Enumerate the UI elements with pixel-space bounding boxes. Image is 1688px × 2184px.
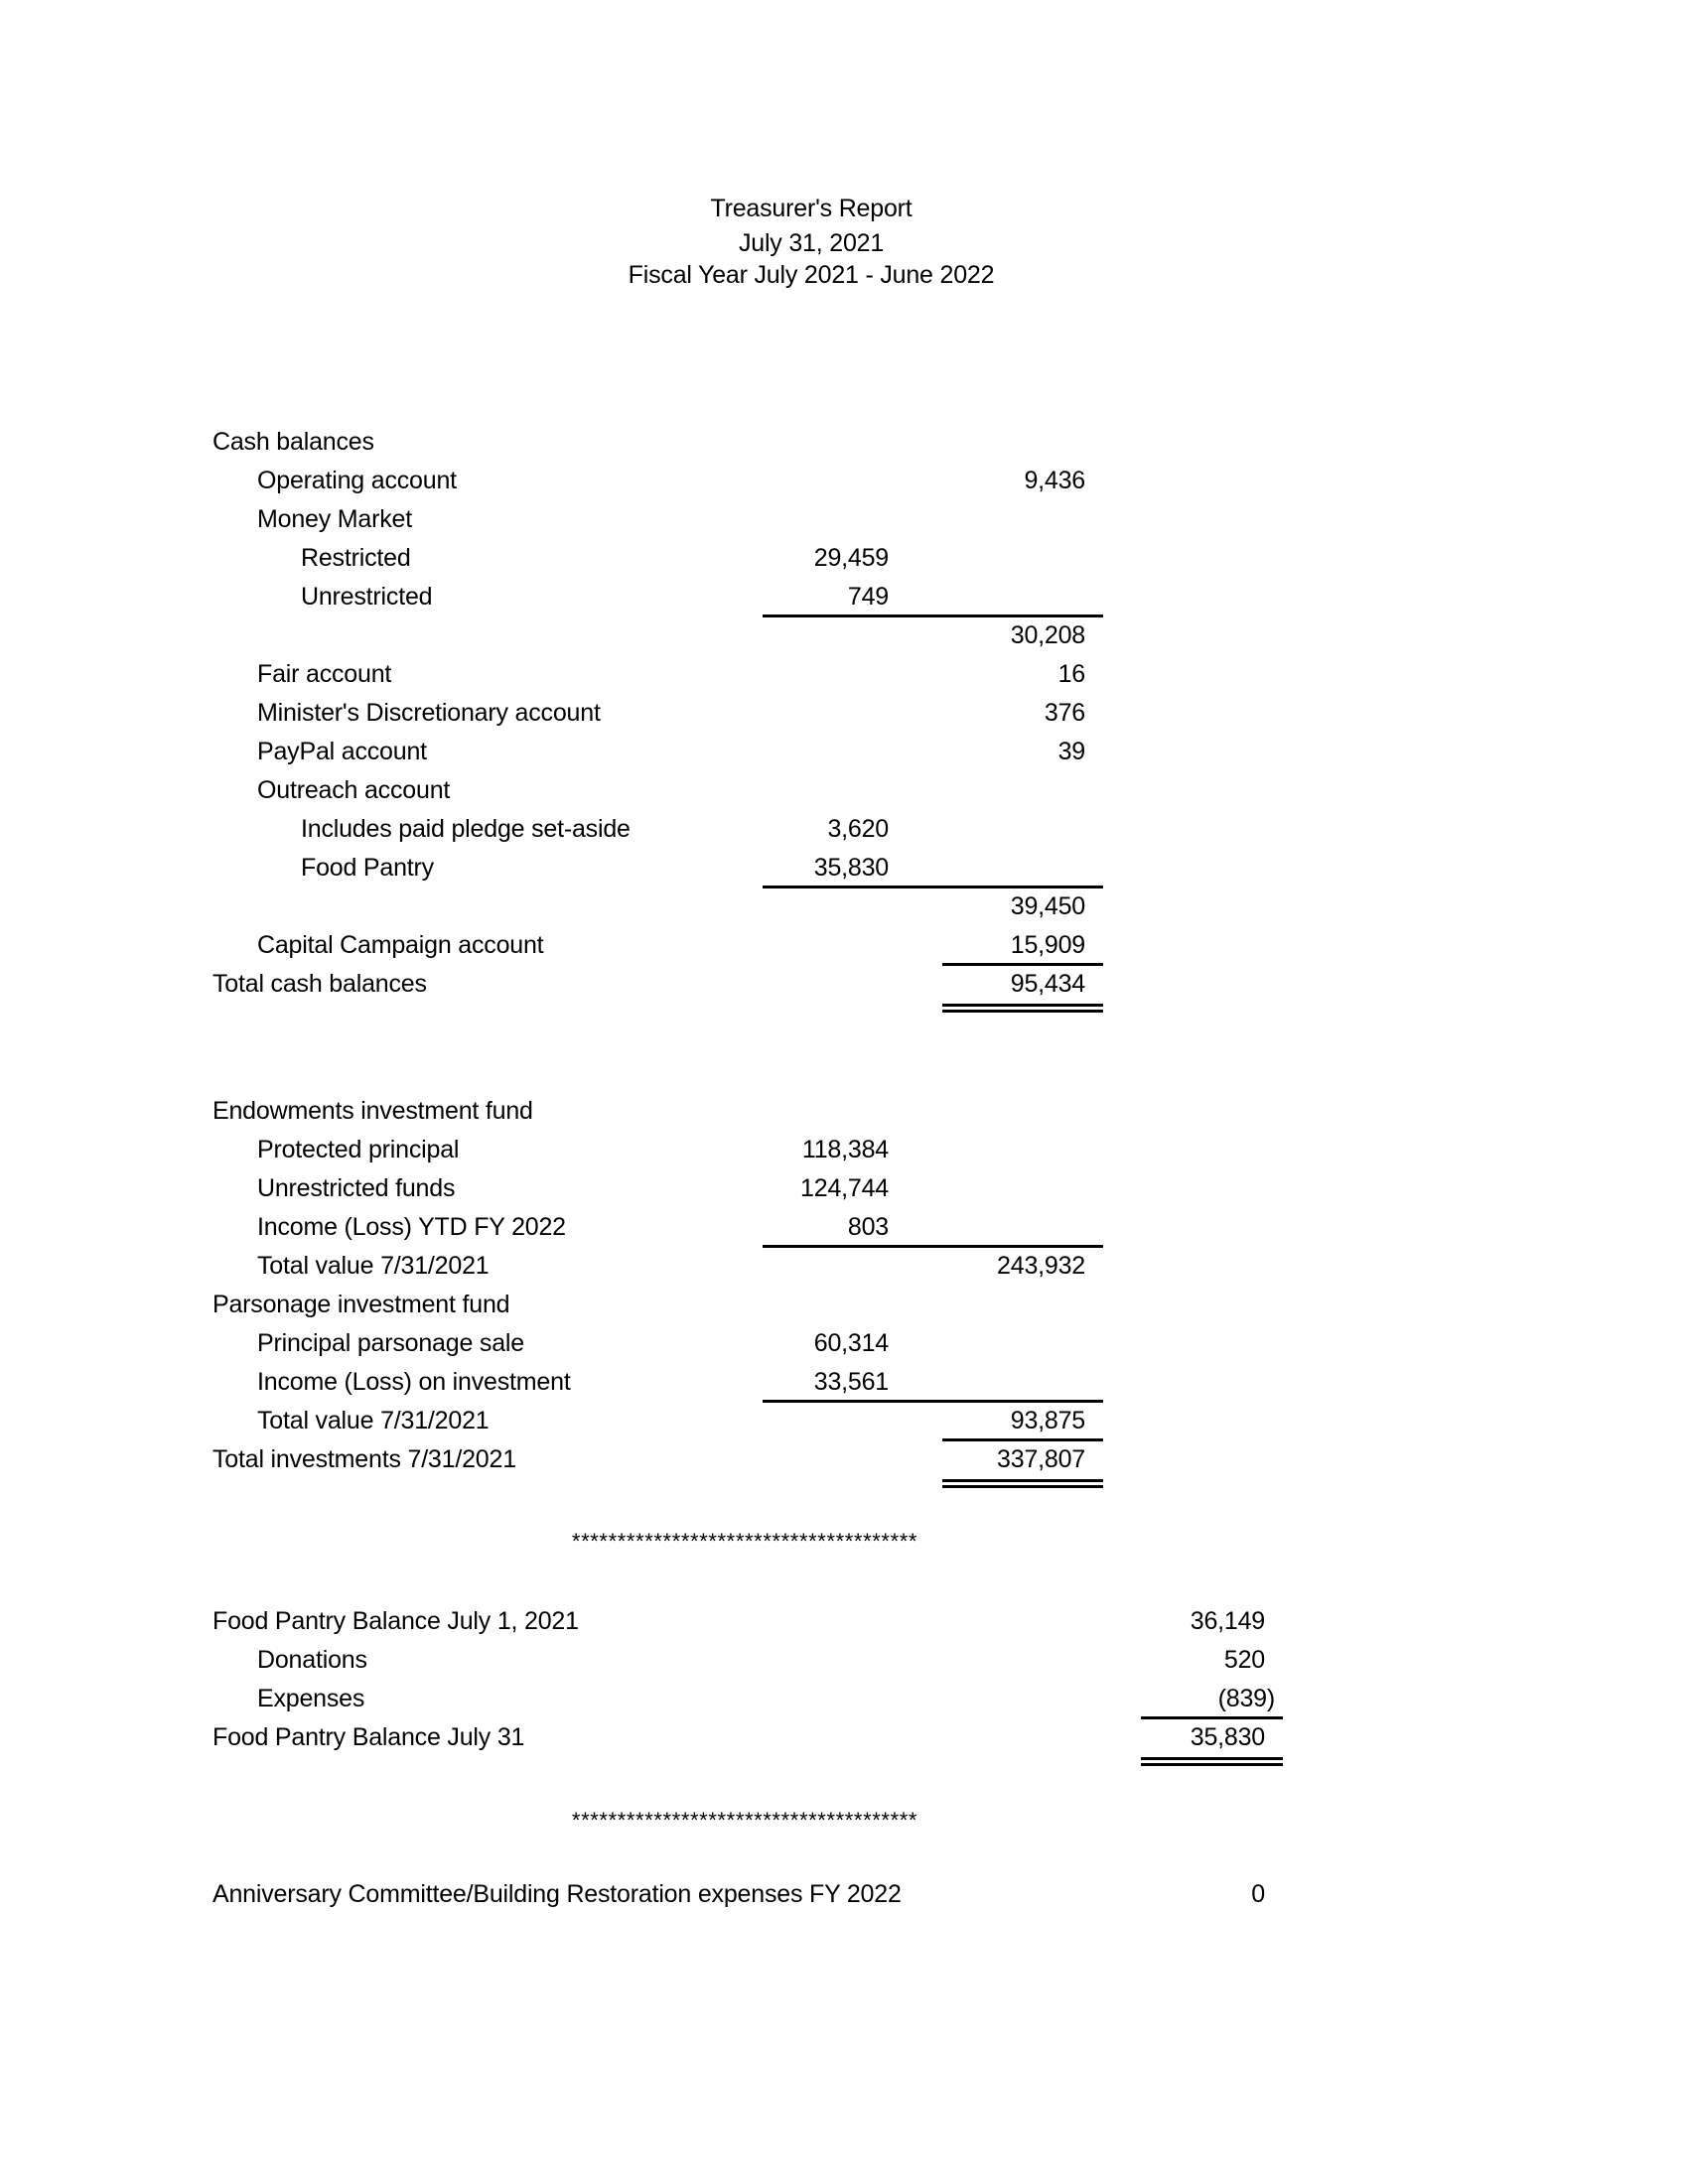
double-underline-bottom bbox=[1141, 1763, 1283, 1766]
row-label: Principal parsonage sale bbox=[257, 1329, 524, 1357]
outreach-total-row bbox=[0, 887, 1688, 926]
income-ytd-row bbox=[0, 1208, 1688, 1247]
row-value: 15,909 bbox=[1010, 931, 1085, 959]
parsonage-total-row bbox=[0, 1402, 1688, 1440]
row-value: 16 bbox=[1057, 660, 1085, 688]
fair-account-row bbox=[0, 655, 1688, 694]
double-underline-top bbox=[942, 1004, 1103, 1007]
row-value: 33,561 bbox=[813, 1368, 889, 1396]
row-label: Total cash balances bbox=[212, 970, 427, 998]
row-label: Donations bbox=[257, 1646, 367, 1674]
row-value: 124,744 bbox=[800, 1174, 889, 1202]
row-value: 30,208 bbox=[1010, 621, 1085, 649]
row-label: Total investments 7/31/2021 bbox=[212, 1445, 516, 1473]
report-title: Treasurer's Report bbox=[710, 195, 913, 222]
section-heading: Parsonage investment fund bbox=[212, 1291, 510, 1318]
row-value: 337,807 bbox=[997, 1445, 1085, 1473]
pantry-closing-row bbox=[0, 1718, 1688, 1757]
row-value: 39 bbox=[1057, 738, 1085, 765]
row-value: 803 bbox=[847, 1213, 889, 1241]
pledge-setaside-row bbox=[0, 810, 1688, 849]
row-label: Income (Loss) YTD FY 2022 bbox=[257, 1213, 566, 1241]
minister-account-row bbox=[0, 694, 1688, 733]
row-label: Total value 7/31/2021 bbox=[257, 1407, 490, 1434]
double-underline-top bbox=[1141, 1757, 1283, 1760]
row-value: 3,620 bbox=[827, 815, 889, 843]
row-value: 95,434 bbox=[1010, 970, 1085, 998]
pantry-opening-row bbox=[0, 1602, 1688, 1641]
pantry-donations-row bbox=[0, 1641, 1688, 1680]
row-value: 9,436 bbox=[1024, 467, 1085, 494]
row-value: 39,450 bbox=[1010, 892, 1085, 920]
row-label: Anniversary Committee/Building Restoration expenses FY 2022 bbox=[212, 1880, 902, 1908]
row-value: (839) bbox=[1217, 1685, 1275, 1712]
unrestricted-funds-row bbox=[0, 1169, 1688, 1208]
fiscal-year: Fiscal Year July 2021 - June 2022 bbox=[628, 261, 995, 289]
row-label: Food Pantry bbox=[301, 854, 434, 882]
row-label: PayPal account bbox=[257, 738, 427, 765]
row-value: 118,384 bbox=[801, 1136, 889, 1163]
row-label: Money Market bbox=[257, 505, 412, 533]
row-value: 0 bbox=[1251, 1880, 1265, 1908]
row-label: Includes paid pledge set-aside bbox=[301, 815, 631, 843]
report-date: July 31, 2021 bbox=[738, 229, 885, 257]
total-cash-row bbox=[0, 965, 1688, 1004]
pantry-expenses-row bbox=[0, 1680, 1688, 1718]
row-value: 93,875 bbox=[1010, 1407, 1085, 1434]
row-label: Unrestricted funds bbox=[257, 1174, 456, 1202]
row-value: 520 bbox=[1223, 1646, 1265, 1674]
row-value: 60,314 bbox=[813, 1329, 889, 1357]
asterisk-separator: ************************************** bbox=[571, 1808, 918, 1833]
principal-sale-row bbox=[0, 1324, 1688, 1363]
row-label: Food Pantry Balance July 31 bbox=[212, 1723, 525, 1751]
double-underline-top bbox=[942, 1479, 1103, 1482]
row-value: 749 bbox=[847, 583, 889, 611]
double-underline-bottom bbox=[942, 1010, 1103, 1013]
row-value: 29,459 bbox=[813, 544, 889, 572]
food-pantry-cash-row bbox=[0, 849, 1688, 887]
cash-heading-row bbox=[0, 423, 1688, 462]
row-label: Minister's Discretionary account bbox=[257, 699, 601, 727]
row-value: 36,149 bbox=[1190, 1607, 1265, 1635]
endowment-total-row bbox=[0, 1247, 1688, 1286]
row-label: Outreach account bbox=[257, 776, 451, 804]
asterisk-separator: ************************************** bbox=[571, 1529, 918, 1554]
section-heading: Endowments investment fund bbox=[212, 1097, 533, 1125]
row-label: Protected principal bbox=[257, 1136, 460, 1163]
mm-unrestricted-row bbox=[0, 578, 1688, 616]
capital-campaign-row bbox=[0, 926, 1688, 965]
outreach-account-row bbox=[0, 771, 1688, 810]
anniversary-expenses-row bbox=[0, 1875, 1688, 1914]
row-label: Capital Campaign account bbox=[257, 931, 544, 959]
operating-account-row bbox=[0, 462, 1688, 500]
protected-principal-row bbox=[0, 1131, 1688, 1169]
row-label: Restricted bbox=[301, 544, 411, 572]
mm-total-row bbox=[0, 616, 1688, 655]
row-value: 35,830 bbox=[1190, 1723, 1265, 1751]
row-label: Expenses bbox=[257, 1685, 365, 1712]
mm-restricted-row bbox=[0, 539, 1688, 578]
row-value: 376 bbox=[1044, 699, 1085, 727]
money-market-row bbox=[0, 500, 1688, 539]
row-label: Food Pantry Balance July 1, 2021 bbox=[212, 1607, 579, 1635]
section-heading: Cash balances bbox=[212, 428, 374, 456]
total-investments-row bbox=[0, 1440, 1688, 1479]
row-value: 35,830 bbox=[813, 854, 889, 882]
row-label: Unrestricted bbox=[301, 583, 433, 611]
income-investment-row bbox=[0, 1363, 1688, 1402]
row-label: Operating account bbox=[257, 467, 457, 494]
parsonage-heading-row bbox=[0, 1286, 1688, 1324]
endowment-heading-row bbox=[0, 1092, 1688, 1131]
row-label: Income (Loss) on investment bbox=[257, 1368, 571, 1396]
row-value: 243,932 bbox=[997, 1252, 1085, 1280]
row-label: Fair account bbox=[257, 660, 392, 688]
row-label: Total value 7/31/2021 bbox=[257, 1252, 490, 1280]
double-underline-bottom bbox=[942, 1485, 1103, 1488]
paypal-account-row bbox=[0, 733, 1688, 771]
